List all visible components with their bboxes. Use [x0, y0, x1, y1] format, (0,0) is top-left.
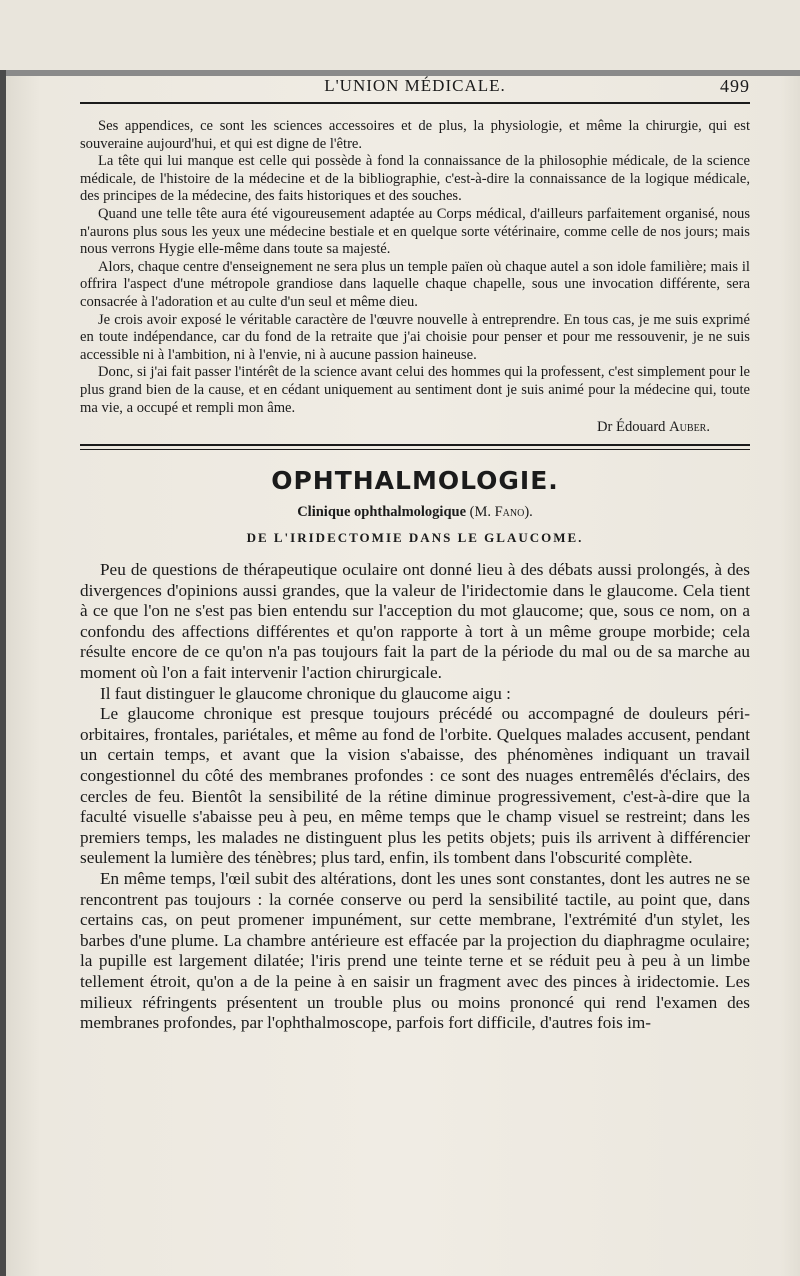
article-body: [80, 560, 750, 1034]
clinic-line: [80, 504, 750, 526]
scan-border-left: [0, 70, 6, 1276]
header-rule: [80, 102, 750, 104]
paragraph: En même temps, l'œil subit des altérations, dont les unes sont constantes, dont les autres ne se rencontrent pas toujours : la cornée conserve ou perd la sensibilité tactile, au point que, dans certains cas, on peut promener impunément, sur cette membrane, l'extrémité d'un stylet, les barbes d'une plume. La chambre antérieure est effacée par la projection du diaphragme oculaire; la pupille est largement dilatée; l'iris prend une teinte terne et se réduit peu à peu à un limbe tellement étroit, qu'on a de la peine à en saisir un fragment avec des pinces à iridectomie. Les milieux réfringents présentent un trouble plus ou moins prononcé qui rend l'examen des membranes profondes, par l'ophthalmoscope, parfois fort difficile, d'autres fois im-: [80, 869, 750, 1033]
section-title: OPHTHALMOLOGIE.: [271, 466, 559, 496]
intro-text: [80, 118, 750, 417]
paragraph: Je crois avoir exposé le véritable caractère de l'œuvre nouvelle à entreprendre. En tous cas, je me suis exprimé en toute indépendance, car du fond de la retraite que j'ai choisie pour penser et pour me ressouvenir, je ne suis accessible ni à l'ambition, ni à l'envie, ni à aucune passion haineuse.: [80, 311, 750, 363]
running-header: [80, 70, 750, 102]
paragraph: Donc, si j'ai fait passer l'intérêt de la science avant celui des hommes qui la professent, c'est simplement pour le plus grand bien de la cause, et en cédant uniquement au sentiment dont je suis animé pour la médecine qui, toute ma vie, a occupé et rempli mon âme.: [80, 364, 750, 416]
clinic-author: (M. Fano).: [469, 504, 533, 521]
journal-title: L'UNION MÉDICALE.: [324, 76, 506, 95]
article-subtitle: DE L'IRIDECTOMIE DANS LE GLAUCOME.: [246, 530, 584, 546]
paragraph: Quand une telle tête aura été vigoureusement adaptée au Corps médical, d'ailleurs parfaitement organisé, nous n'aurons plus sous les yeux une médecine bestiale et en quelque sorte vétérinaire, comme celle de nos jours; mais nous verrons Hygie elle-même dans toute sa majesté.: [80, 205, 750, 258]
paragraph: Ses appendices, ce sont les sciences accessoires et de plus, la physiologie, et même la chirurgie, qui est souveraine aujourd'hui, et qui est digne de l'être.: [80, 118, 750, 152]
paragraph: La tête qui lui manque est celle qui possède à fond la connaissance de la philosophie médicale, de la science médicale, de l'histoire de la médecine et de la bibliographie, c'est-à-dire la connaissance de la logique médicale, des principes de la médecine, des faits historiques et des souches.: [80, 153, 750, 205]
page-number: 499: [720, 76, 750, 96]
signature-prefix: Dr Édouard: [596, 419, 666, 436]
signature-name: Auber.: [669, 419, 710, 436]
clinic-label: Clinique ophthalmologique: [297, 504, 467, 521]
paragraph: Il faut distinguer le glaucome chronique du glaucome aigu :: [100, 683, 511, 703]
paragraph: Alors, chaque centre d'enseignement ne sera plus un temple païen où chaque autel a son idole familière; mais il offrira l'aspect d'une métropole grandiose dans laquelle chaque chapelle, sous une invocation différente, sera consacrée à l'adoration et au culte d'un seul et même dieu.: [80, 258, 750, 310]
paragraph: Peu de questions de thérapeutique oculaire ont donné lieu à des débats aussi prolongés, à des divergences d'opinions aussi grandes, que la valeur de l'iridectomie dans le glaucome. Cela tient à ce que l'on ne s'est pas bien entendu sur l'acception du mot glaucome; que, sous ce nom, on a confondu des affections différentes et qu'on rapporte à tort à un même groupe morbide; cela résulte encore de ce qu'on n'a pas toujours fait la part de la période du mal ou de sa marche au moment où l'on a fait intervenir l'action chirurgicale.: [80, 560, 750, 683]
section-divider: [80, 444, 750, 450]
author-signature: [80, 418, 750, 436]
paragraph: Le glaucome chronique est presque toujours précédé ou accompagné de douleurs péri-orbitaires, frontales, pariétales, et même au fond de l'orbite. Quelques malades accusent, pendant un certain temps, et avant que la vision s'abaisse, des phénomènes indiquant un travail congestionnel du côté des membranes profondes : ce sont des nuages entremêlés d'éclairs, des cercles de feu. Bientôt la sensibilité de la rétine diminue progressivement, c'est-à-dire que la faculté visuelle s'abaisse peu à peu, en même temps que le champ visuel se restreint; dans les premiers temps, les malades ne distinguent plus les petits objets; puis ils arrivent à différencier seulement la lumière des ténèbres; plus tard, enfin, ils tombent dans l'obscurité complète.: [80, 704, 750, 868]
document-page: [0, 70, 800, 1276]
